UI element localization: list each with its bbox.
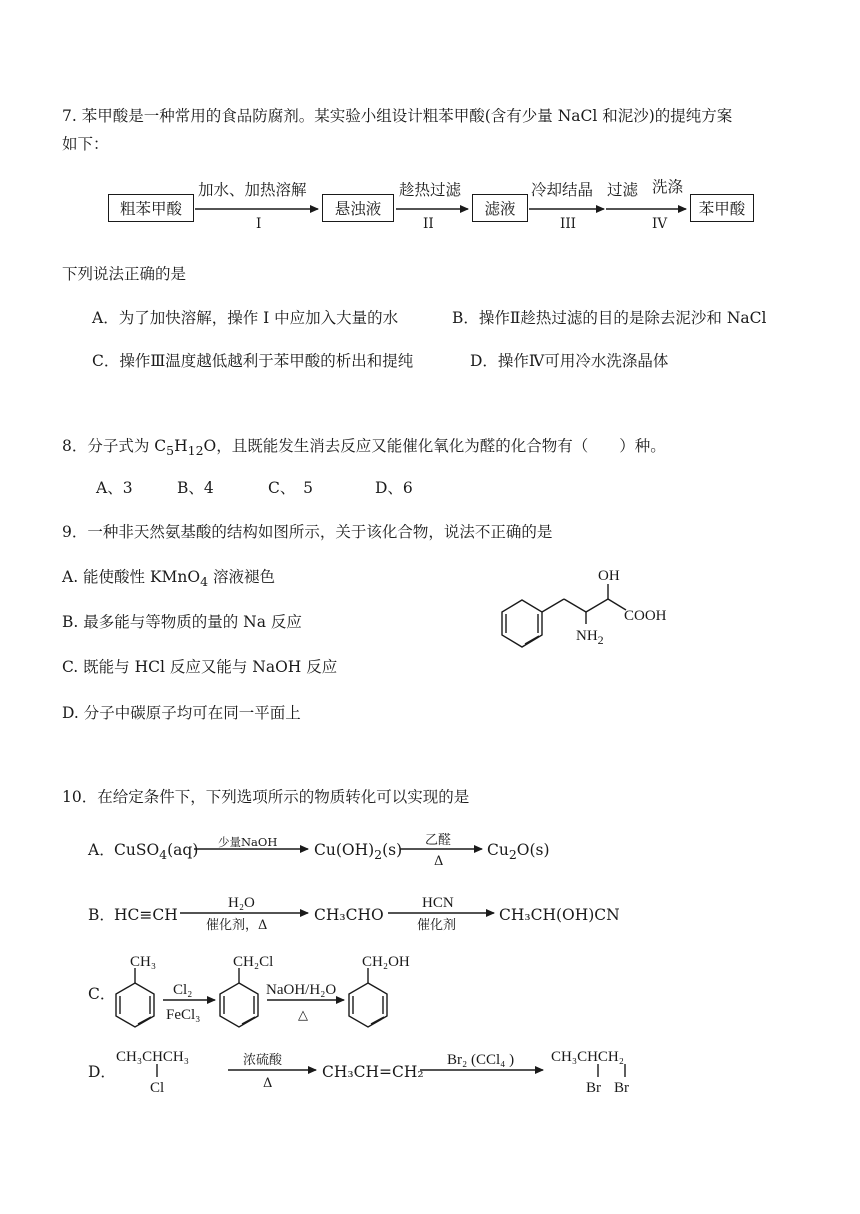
q10-d-product-br2: Br	[614, 1080, 629, 1096]
flow-step4-top1: 过滤	[607, 181, 639, 199]
flow-step1-top: 加水、加热溶解	[198, 181, 307, 199]
flow-box-crude: 粗苯甲酸	[108, 194, 194, 222]
q7-option-b: B．操作Ⅱ趁热过滤的目的是除去泥沙和 NaCl	[452, 309, 767, 327]
flow-step2-top: 趁热过滤	[399, 181, 462, 199]
q8-sub2: 12	[187, 443, 204, 459]
q8-option-c: C、 5	[268, 479, 313, 497]
q8-sub1: 5	[166, 443, 175, 459]
q10-b-arrow2-top: HCN	[422, 895, 454, 911]
q10-d-arrow2-top: Br₂ (CCl₄ )	[447, 1052, 515, 1068]
q10-a-product: $Cu_2O(s)$	[487, 841, 550, 863]
q7-option-c: C．操作Ⅲ温度越低越利于苯甲酸的析出和提纯	[92, 352, 414, 370]
q10-b-label: B．	[88, 906, 115, 924]
q7-stem-line1: 7. 苯甲酸是一种常用的食品防腐剂。某实验小组设计粗苯甲酸(含有少量 NaCl 和泥沙)的提纯方案	[62, 107, 733, 125]
q10-b-product: CH₃CH(OH)CN	[499, 906, 620, 924]
q10-d-product-top: CH₃CHCH₂	[551, 1049, 624, 1065]
q10-a-arrow2-top: 乙醛	[425, 833, 452, 848]
q10-b-mid: CH₃CHO	[314, 906, 384, 924]
q8-option-a: A、3	[96, 479, 133, 497]
q9-option-a-pre: A. 能使酸性 KMnO	[62, 568, 201, 586]
q7-option-a: A．为了加快溶解，操作 I 中应加入大量的水	[92, 309, 399, 327]
q9-option-a-post: 溶液褪色	[208, 568, 276, 586]
flow-step3-bottom: III	[560, 216, 576, 232]
q7-option-d: D．操作Ⅳ可用冷水洗涤晶体	[470, 352, 669, 370]
q10-c-sub2: CH₂Cl	[233, 954, 274, 970]
q10-d-label: D．	[88, 1063, 116, 1081]
flow-step4-bottom: IV	[652, 216, 668, 232]
q10-c-sub3: CH₂OH	[362, 954, 410, 970]
q10-a-reactant: CuSO$_4$(aq)	[114, 841, 199, 863]
q10-c-sub1: CH₃	[130, 954, 157, 970]
q10-c-arrow1-top: Cl₂	[173, 982, 193, 998]
q8-stem-pre: 8．分子式为 C	[62, 437, 167, 455]
q10-c-label: C．	[88, 985, 116, 1003]
flow-box-filtrate: 滤液	[472, 194, 528, 222]
q10-d-reactant-top: CH₃CHCH₃	[116, 1049, 189, 1065]
q9-stem: 9．一种非天然氨基酸的结构如图所示，关于该化合物，说法不正确的是	[62, 523, 553, 541]
q10-c-ring-1	[116, 968, 154, 1027]
q9-oh-label: OH	[598, 568, 620, 584]
q10-d-reactant-bottom: Cl	[150, 1080, 165, 1096]
q10-b-arrow2-bottom: 催化剂	[417, 918, 457, 933]
q9-option-b: B. 最多能与等物质的量的 Na 反应	[62, 613, 302, 631]
q8-stem-post: O，且既能发生消去反应又能催化氧化为醛的化合物有（ ）种。	[203, 437, 666, 455]
q10-b-arrow1-bottom: 催化剂，Δ	[206, 918, 268, 933]
q10-c-arrow2-top: NaOH/H₂O	[266, 982, 337, 998]
q10-c-ring-3	[349, 968, 387, 1027]
q7-prompt: 下列说法正确的是	[62, 265, 187, 283]
q10-a-arrow2-bottom: Δ	[434, 854, 444, 869]
flow-step1-bottom: I	[256, 216, 262, 232]
q10-c-ring-2	[220, 968, 258, 1027]
q9-option-c: C. 既能与 HCl 反应又能与 NaOH 反应	[62, 658, 338, 676]
q10-stem: 10．在给定条件下，下列选项所示的物质转化可以实现的是	[62, 788, 470, 806]
q9-option-a-sub: 4	[200, 574, 209, 590]
q10-a-label: A．	[88, 841, 115, 859]
q10-b-arrow1-top: H₂O	[228, 895, 255, 911]
flow-step4-top2: 洗涤	[652, 178, 684, 196]
q10-d-product-br1: Br	[586, 1080, 601, 1096]
flow-box-suspension: 悬浊液	[322, 194, 394, 222]
q10-d-arrow1-top: 浓硫酸	[243, 1053, 283, 1068]
q8-mid1: H	[174, 437, 188, 455]
q10-a-arrow1-top: 少量NaOH	[218, 835, 278, 849]
q9-nh2-label: $NH_2$	[576, 628, 604, 647]
q9-option-d: D. 分子中碳原子均可在同一平面上	[62, 704, 301, 722]
q10-a-mid: $Cu(OH)_2(s)$	[314, 841, 403, 863]
q8-option-d: D、6	[375, 479, 413, 497]
q10-b-reactant: HC≡CH	[114, 906, 178, 924]
q10-d-arrow1-bottom: Δ	[263, 1076, 273, 1091]
q9-cooh-label: COOH	[624, 608, 667, 624]
q10-c-arrow2-bottom: △	[298, 1008, 308, 1023]
q10-c-arrow1-bottom: FeCl₃	[166, 1007, 201, 1023]
flow-step2-bottom: II	[423, 216, 434, 232]
q8-option-b: B、4	[177, 479, 214, 497]
q10-d-mid: CH₃CH=CH₂	[322, 1063, 424, 1081]
flow-step3-top: 冷却结晶	[531, 181, 594, 199]
flow-box-product: 苯甲酸	[690, 194, 754, 222]
q7-stem-line2: 如下：	[62, 135, 109, 153]
